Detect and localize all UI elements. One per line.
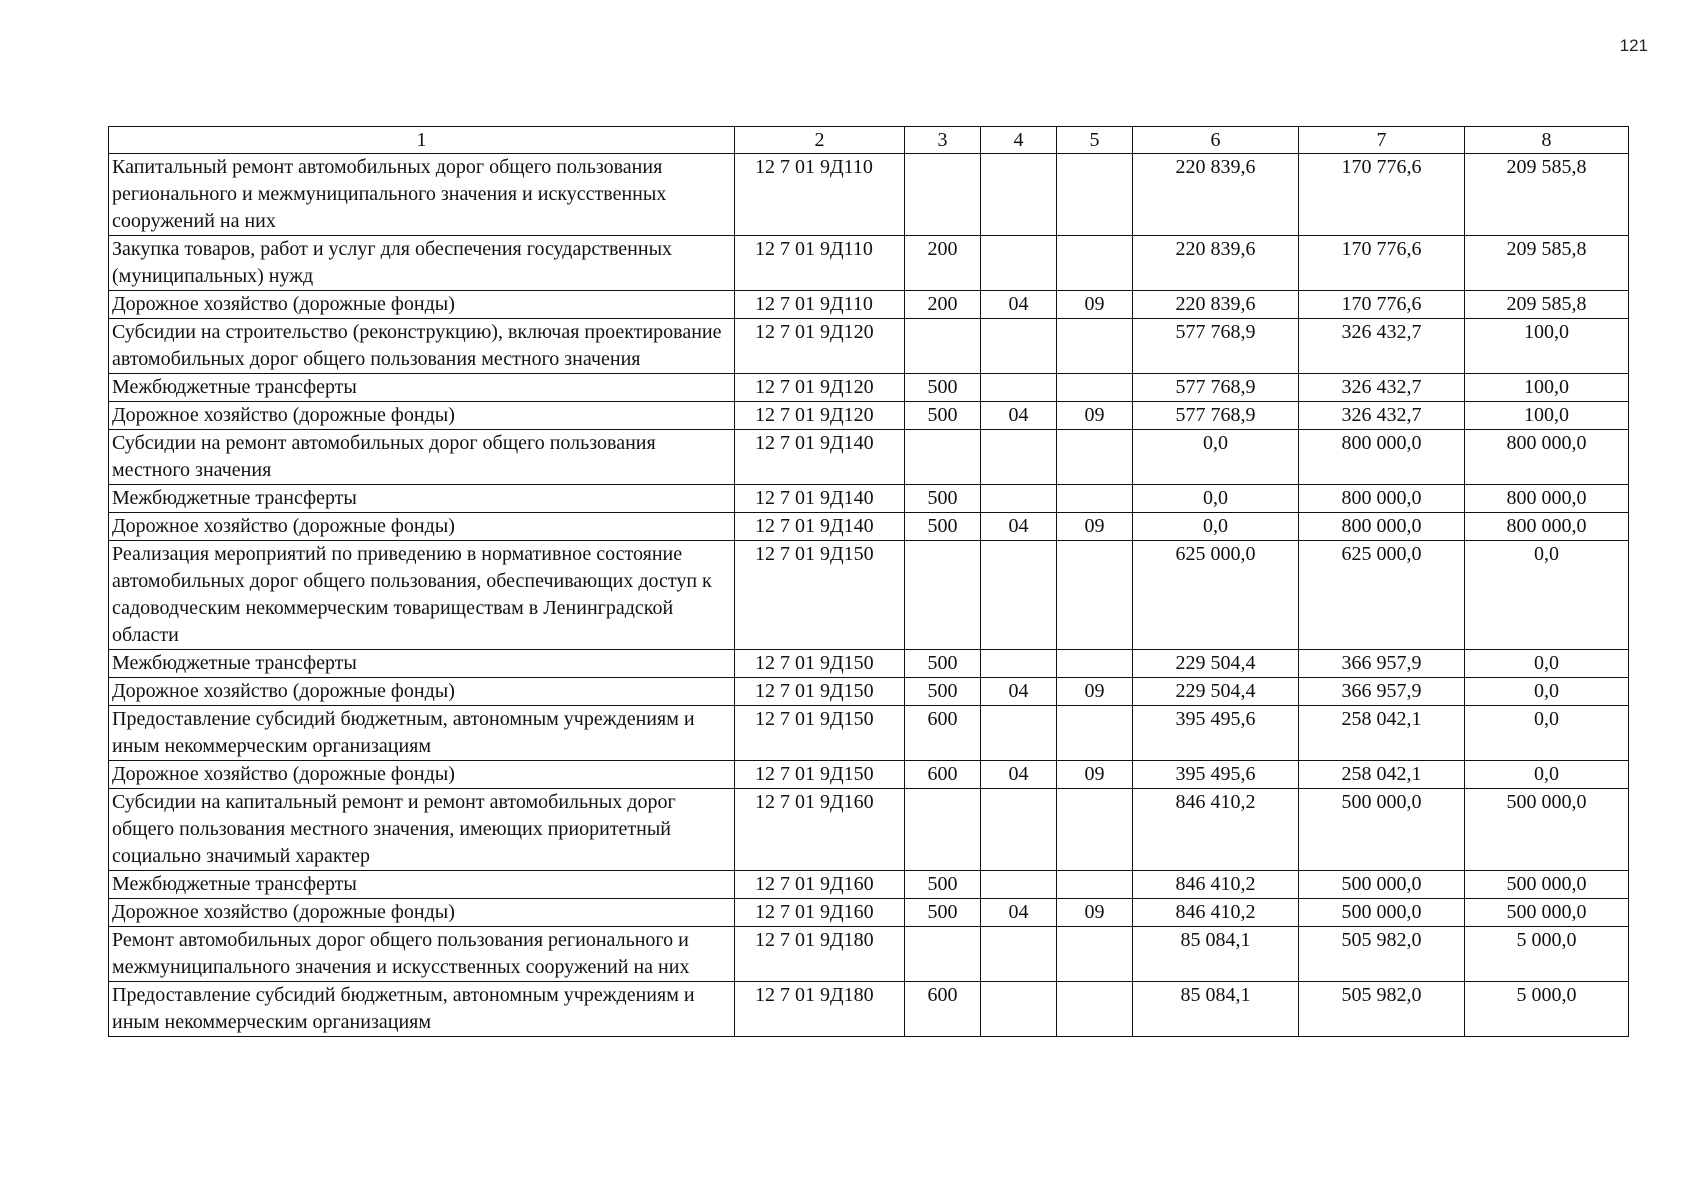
target-article-code-cell: 12 7 01 9Д150 bbox=[735, 650, 905, 678]
section-cell bbox=[981, 927, 1057, 982]
table-row bbox=[109, 982, 1629, 1037]
amount-cell: 258 042,1 bbox=[1299, 761, 1465, 789]
expense-type-cell: 500 bbox=[905, 650, 981, 678]
subsection-cell bbox=[1057, 982, 1133, 1037]
column-number-header: 5 bbox=[1057, 127, 1133, 154]
row-name-cell: Субсидии на капитальный ремонт и ремонт автомобильных дорог общего пользования местного значения, имеющих приоритетный социально значимый характер bbox=[109, 789, 735, 871]
section-cell bbox=[981, 154, 1057, 236]
table-row bbox=[109, 678, 1629, 706]
target-article-code-cell: 12 7 01 9Д110 bbox=[735, 154, 905, 236]
row-name-cell: Дорожное хозяйство (дорожные фонды) bbox=[109, 291, 735, 319]
target-article-code-cell: 12 7 01 9Д150 bbox=[735, 678, 905, 706]
subsection-cell bbox=[1057, 706, 1133, 761]
subsection-cell bbox=[1057, 319, 1133, 374]
column-number-header: 6 bbox=[1133, 127, 1299, 154]
expense-type-cell: 600 bbox=[905, 982, 981, 1037]
subsection-cell bbox=[1057, 871, 1133, 899]
section-cell bbox=[981, 982, 1057, 1037]
expense-type-cell: 500 bbox=[905, 678, 981, 706]
expense-type-cell: 500 bbox=[905, 402, 981, 430]
amount-cell: 326 432,7 bbox=[1299, 319, 1465, 374]
subsection-cell: 09 bbox=[1057, 291, 1133, 319]
amount-cell: 500 000,0 bbox=[1299, 789, 1465, 871]
expense-type-cell: 500 bbox=[905, 513, 981, 541]
target-article-code-cell: 12 7 01 9Д120 bbox=[735, 374, 905, 402]
target-article-code-cell: 12 7 01 9Д150 bbox=[735, 706, 905, 761]
target-article-code-cell: 12 7 01 9Д160 bbox=[735, 871, 905, 899]
subsection-cell: 09 bbox=[1057, 513, 1133, 541]
amount-cell: 209 585,8 bbox=[1465, 154, 1629, 236]
table-row bbox=[109, 513, 1629, 541]
amount-cell: 395 495,6 bbox=[1133, 706, 1299, 761]
amount-cell: 100,0 bbox=[1465, 319, 1629, 374]
amount-cell: 500 000,0 bbox=[1465, 899, 1629, 927]
table-row bbox=[109, 236, 1629, 291]
column-number-header-row bbox=[109, 127, 1629, 154]
amount-cell: 326 432,7 bbox=[1299, 402, 1465, 430]
subsection-cell bbox=[1057, 650, 1133, 678]
row-name-cell: Субсидии на строительство (реконструкцию), включая проектирование автомобильных дорог общего пользования местного значения bbox=[109, 319, 735, 374]
table-body bbox=[109, 154, 1629, 1037]
section-cell bbox=[981, 430, 1057, 485]
section-cell bbox=[981, 374, 1057, 402]
subsection-cell bbox=[1057, 789, 1133, 871]
expense-type-cell bbox=[905, 430, 981, 485]
amount-cell: 366 957,9 bbox=[1299, 650, 1465, 678]
column-number-header: 8 bbox=[1465, 127, 1629, 154]
section-cell: 04 bbox=[981, 899, 1057, 927]
expense-type-cell: 500 bbox=[905, 485, 981, 513]
section-cell bbox=[981, 236, 1057, 291]
amount-cell: 85 084,1 bbox=[1133, 927, 1299, 982]
section-cell bbox=[981, 706, 1057, 761]
section-cell bbox=[981, 485, 1057, 513]
row-name-cell: Межбюджетные трансферты bbox=[109, 650, 735, 678]
column-number-header: 3 bbox=[905, 127, 981, 154]
section-cell bbox=[981, 319, 1057, 374]
row-name-cell: Межбюджетные трансферты bbox=[109, 374, 735, 402]
amount-cell: 5 000,0 bbox=[1465, 927, 1629, 982]
target-article-code-cell: 12 7 01 9Д120 bbox=[735, 402, 905, 430]
table-row bbox=[109, 291, 1629, 319]
section-cell: 04 bbox=[981, 678, 1057, 706]
amount-cell: 395 495,6 bbox=[1133, 761, 1299, 789]
row-name-cell: Межбюджетные трансферты bbox=[109, 485, 735, 513]
row-name-cell: Ремонт автомобильных дорог общего пользования регионального и межмуниципального значения и искусственных сооружений на них bbox=[109, 927, 735, 982]
amount-cell: 0,0 bbox=[1465, 541, 1629, 650]
expense-type-cell: 500 bbox=[905, 871, 981, 899]
subsection-cell bbox=[1057, 485, 1133, 513]
amount-cell: 220 839,6 bbox=[1133, 236, 1299, 291]
expense-type-cell: 500 bbox=[905, 899, 981, 927]
amount-cell: 800 000,0 bbox=[1299, 430, 1465, 485]
amount-cell: 846 410,2 bbox=[1133, 871, 1299, 899]
amount-cell: 100,0 bbox=[1465, 374, 1629, 402]
amount-cell: 577 768,9 bbox=[1133, 319, 1299, 374]
row-name-cell: Капитальный ремонт автомобильных дорог общего пользования регионального и межмуниципального значения и искусственных сооружений на них bbox=[109, 154, 735, 236]
subsection-cell bbox=[1057, 541, 1133, 650]
amount-cell: 0,0 bbox=[1465, 650, 1629, 678]
subsection-cell bbox=[1057, 154, 1133, 236]
subsection-cell bbox=[1057, 927, 1133, 982]
table-row bbox=[109, 154, 1629, 236]
row-name-cell: Предоставление субсидий бюджетным, автономным учреждениям и иным некоммерческим организациям bbox=[109, 706, 735, 761]
amount-cell: 229 504,4 bbox=[1133, 678, 1299, 706]
expense-type-cell: 200 bbox=[905, 236, 981, 291]
subsection-cell: 09 bbox=[1057, 761, 1133, 789]
target-article-code-cell: 12 7 01 9Д180 bbox=[735, 927, 905, 982]
table-row bbox=[109, 927, 1629, 982]
amount-cell: 577 768,9 bbox=[1133, 374, 1299, 402]
row-name-cell: Дорожное хозяйство (дорожные фонды) bbox=[109, 513, 735, 541]
target-article-code-cell: 12 7 01 9Д180 bbox=[735, 982, 905, 1037]
amount-cell: 170 776,6 bbox=[1299, 236, 1465, 291]
target-article-code-cell: 12 7 01 9Д150 bbox=[735, 541, 905, 650]
amount-cell: 500 000,0 bbox=[1465, 871, 1629, 899]
subsection-cell: 09 bbox=[1057, 402, 1133, 430]
budget-table bbox=[108, 126, 1629, 1037]
amount-cell: 220 839,6 bbox=[1133, 154, 1299, 236]
amount-cell: 0,0 bbox=[1133, 513, 1299, 541]
amount-cell: 326 432,7 bbox=[1299, 374, 1465, 402]
amount-cell: 85 084,1 bbox=[1133, 982, 1299, 1037]
target-article-code-cell: 12 7 01 9Д160 bbox=[735, 789, 905, 871]
subsection-cell bbox=[1057, 430, 1133, 485]
target-article-code-cell: 12 7 01 9Д120 bbox=[735, 319, 905, 374]
target-article-code-cell: 12 7 01 9Д160 bbox=[735, 899, 905, 927]
amount-cell: 846 410,2 bbox=[1133, 789, 1299, 871]
row-name-cell: Дорожное хозяйство (дорожные фонды) bbox=[109, 761, 735, 789]
column-number-header: 1 bbox=[109, 127, 735, 154]
amount-cell: 366 957,9 bbox=[1299, 678, 1465, 706]
expense-type-cell bbox=[905, 789, 981, 871]
section-cell bbox=[981, 650, 1057, 678]
amount-cell: 846 410,2 bbox=[1133, 899, 1299, 927]
section-cell: 04 bbox=[981, 761, 1057, 789]
subsection-cell bbox=[1057, 236, 1133, 291]
section-cell: 04 bbox=[981, 513, 1057, 541]
section-cell bbox=[981, 871, 1057, 899]
amount-cell: 0,0 bbox=[1465, 678, 1629, 706]
expense-type-cell bbox=[905, 154, 981, 236]
row-name-cell: Дорожное хозяйство (дорожные фонды) bbox=[109, 678, 735, 706]
amount-cell: 0,0 bbox=[1133, 485, 1299, 513]
table-row bbox=[109, 485, 1629, 513]
amount-cell: 170 776,6 bbox=[1299, 291, 1465, 319]
amount-cell: 5 000,0 bbox=[1465, 982, 1629, 1037]
amount-cell: 505 982,0 bbox=[1299, 982, 1465, 1037]
column-number-header: 7 bbox=[1299, 127, 1465, 154]
section-cell bbox=[981, 541, 1057, 650]
amount-cell: 0,0 bbox=[1465, 706, 1629, 761]
subsection-cell bbox=[1057, 374, 1133, 402]
amount-cell: 209 585,8 bbox=[1465, 236, 1629, 291]
table-row bbox=[109, 402, 1629, 430]
amount-cell: 258 042,1 bbox=[1299, 706, 1465, 761]
table-row bbox=[109, 374, 1629, 402]
target-article-code-cell: 12 7 01 9Д140 bbox=[735, 430, 905, 485]
amount-cell: 209 585,8 bbox=[1465, 291, 1629, 319]
page-number: 121 bbox=[1619, 36, 1648, 55]
amount-cell: 505 982,0 bbox=[1299, 927, 1465, 982]
row-name-cell: Межбюджетные трансферты bbox=[109, 871, 735, 899]
row-name-cell: Реализация мероприятий по приведению в нормативное состояние автомобильных дорог общего пользования, обеспечивающих доступ к садоводческим некоммерческим товариществам в Ленинградской области bbox=[109, 541, 735, 650]
target-article-code-cell: 12 7 01 9Д150 bbox=[735, 761, 905, 789]
target-article-code-cell: 12 7 01 9Д110 bbox=[735, 236, 905, 291]
table-row bbox=[109, 541, 1629, 650]
expense-type-cell bbox=[905, 319, 981, 374]
expense-type-cell bbox=[905, 541, 981, 650]
table-row bbox=[109, 706, 1629, 761]
row-name-cell: Закупка товаров, работ и услуг для обеспечения государственных (муниципальных) нужд bbox=[109, 236, 735, 291]
expense-type-cell: 600 bbox=[905, 761, 981, 789]
table-row bbox=[109, 761, 1629, 789]
amount-cell: 800 000,0 bbox=[1299, 485, 1465, 513]
row-name-cell: Дорожное хозяйство (дорожные фонды) bbox=[109, 402, 735, 430]
row-name-cell: Субсидии на ремонт автомобильных дорог общего пользования местного значения bbox=[109, 430, 735, 485]
section-cell bbox=[981, 789, 1057, 871]
subsection-cell: 09 bbox=[1057, 899, 1133, 927]
table-row bbox=[109, 650, 1629, 678]
amount-cell: 800 000,0 bbox=[1299, 513, 1465, 541]
target-article-code-cell: 12 7 01 9Д110 bbox=[735, 291, 905, 319]
amount-cell: 625 000,0 bbox=[1133, 541, 1299, 650]
row-name-cell: Дорожное хозяйство (дорожные фонды) bbox=[109, 899, 735, 927]
expense-type-cell bbox=[905, 927, 981, 982]
target-article-code-cell: 12 7 01 9Д140 bbox=[735, 513, 905, 541]
amount-cell: 625 000,0 bbox=[1299, 541, 1465, 650]
expense-type-cell: 600 bbox=[905, 706, 981, 761]
expense-type-cell: 200 bbox=[905, 291, 981, 319]
amount-cell: 229 504,4 bbox=[1133, 650, 1299, 678]
amount-cell: 500 000,0 bbox=[1465, 789, 1629, 871]
target-article-code-cell: 12 7 01 9Д140 bbox=[735, 485, 905, 513]
amount-cell: 0,0 bbox=[1133, 430, 1299, 485]
row-name-cell: Предоставление субсидий бюджетным, автономным учреждениям и иным некоммерческим организациям bbox=[109, 982, 735, 1037]
expense-type-cell: 500 bbox=[905, 374, 981, 402]
amount-cell: 0,0 bbox=[1465, 761, 1629, 789]
table-row bbox=[109, 789, 1629, 871]
section-cell: 04 bbox=[981, 291, 1057, 319]
amount-cell: 500 000,0 bbox=[1299, 899, 1465, 927]
amount-cell: 800 000,0 bbox=[1465, 513, 1629, 541]
column-number-header: 4 bbox=[981, 127, 1057, 154]
table-row bbox=[109, 430, 1629, 485]
amount-cell: 577 768,9 bbox=[1133, 402, 1299, 430]
column-number-header: 2 bbox=[735, 127, 905, 154]
section-cell: 04 bbox=[981, 402, 1057, 430]
amount-cell: 100,0 bbox=[1465, 402, 1629, 430]
amount-cell: 800 000,0 bbox=[1465, 485, 1629, 513]
amount-cell: 170 776,6 bbox=[1299, 154, 1465, 236]
amount-cell: 220 839,6 bbox=[1133, 291, 1299, 319]
amount-cell: 800 000,0 bbox=[1465, 430, 1629, 485]
table-row bbox=[109, 899, 1629, 927]
subsection-cell: 09 bbox=[1057, 678, 1133, 706]
table-row bbox=[109, 319, 1629, 374]
amount-cell: 500 000,0 bbox=[1299, 871, 1465, 899]
table-row bbox=[109, 871, 1629, 899]
